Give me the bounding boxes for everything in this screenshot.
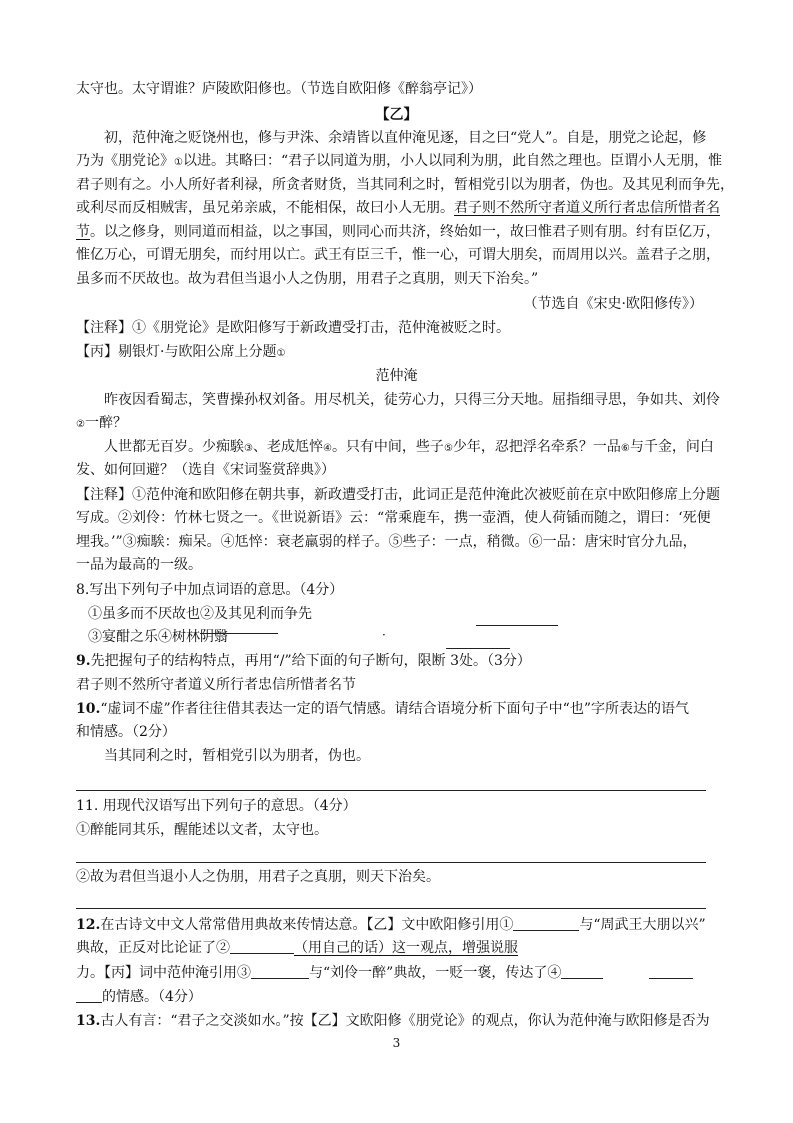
answer-blank[interactable] xyxy=(649,964,693,979)
question-10: 10.“虚词不虚”作者往往借其表达一定的语气情感。请结合语境分析下面句子中“也”字所表达的语气 xyxy=(76,701,689,717)
footnote-marker: ② xyxy=(76,419,85,430)
question-11: 11. 用现代汉语写出下列句子的意思。（4分） xyxy=(76,798,357,814)
underlined-sentence-end: 节 xyxy=(76,224,90,240)
answer-blank[interactable] xyxy=(230,939,294,954)
poem-line: 人世都无百岁。少痴騃③、老成尪悴④。只有中间，些子⑤少年，忍把浮名牵系？一品⑥与千金，问白 xyxy=(104,439,714,455)
text-line: 惟亿万心，可谓无朋矣，而纣用以亡。武王有臣三千，惟一心，可谓大朋矣，而周用以兴。盖君子之朋， xyxy=(76,247,720,263)
question-11-item: ①醉能同其乐，醒能述以文者，太守也。 xyxy=(76,822,328,838)
underlined-sentence: 君子则不然所守者道义所行者忠信所惜者名 xyxy=(454,200,720,216)
text-line: 节。以之修身，则同道而相益，以之事国，则同心而共济，终始如一，故曰惟君子则有朋。纣有臣亿万， xyxy=(76,224,720,240)
question-13: 13.古人有言：“君子之交淡如水。”按【乙】文欧阳修《朋党论》的观点，你认为范仲淹与欧阳修是否为 xyxy=(76,1013,710,1029)
answer-line[interactable] xyxy=(76,790,706,791)
source-citation: （节选自《宋史·欧阳修传》） xyxy=(523,296,703,312)
question-11-item: ②故为君但当退小人之伪朋，用君子之真朋，则天下治矣。 xyxy=(76,869,440,885)
annotation: 【注释】①《朋党论》是欧阳修写于新政遭受打击，范仲淹被贬之时。 xyxy=(76,320,510,336)
answer-blank[interactable] xyxy=(76,988,102,1003)
annotation: 埋我。’”③痴騃：痴呆。④尪悴：衰老羸弱的样子。⑤些子：一点，稍微。⑥一品：唐宋时官分九品， xyxy=(76,534,697,550)
emphasis-dot: · xyxy=(382,628,386,642)
footnote-marker: ① xyxy=(276,348,286,359)
text-line: 乃为《朋党论》①以进。其略曰：“君子以同道为朋，小人以同利为朋，此自然之理也。臣谓小人无朋，惟 xyxy=(76,153,723,169)
question-10-cont: 和情感。（2分） xyxy=(76,724,176,740)
text-line: 虽多而不厌故也。故为君但当退小人之伪朋，用君子之真朋，则天下治矣。” xyxy=(76,271,539,287)
answer-blank[interactable] xyxy=(476,625,558,626)
answer-blank[interactable] xyxy=(251,964,309,979)
question-8-items: ①虽多而不厌故也②及其见利而争先 xyxy=(88,606,312,622)
text-line: 太守也。太守谓谁？庐陵欧阳修也。（节选自欧阳修《醉翁亭记》） xyxy=(76,81,482,97)
answer-line[interactable] xyxy=(76,908,706,909)
answer-blank[interactable] xyxy=(200,633,278,634)
footnote-marker: ① xyxy=(174,157,183,168)
poem-line: ②一醉？ xyxy=(76,415,127,431)
poem-line: 发、如何回避？（选自《宋词鉴赏辞典》） xyxy=(76,462,335,478)
question-10-sentence: 当其同利之时，暂相党引以为朋者，伪也。 xyxy=(104,748,370,764)
poem-author: 范仲淹 xyxy=(375,368,418,384)
question-8-items: ③宴酣之乐④树林阴翳 xyxy=(88,629,228,645)
question-12-cont: 的情感。（4分） xyxy=(76,986,202,1008)
answer-blank[interactable] xyxy=(446,648,510,649)
question-12: 12.在古诗文中文人常常借用典故来传情达意。【乙】文中欧阳修引用① 与“周武王大朋以兴” xyxy=(76,917,706,933)
question-8: 8.写出下列句子中加点词语的意思。（4分） xyxy=(76,582,344,598)
question-12-cont: 力。【丙】词中范仲淹引用③ 与“刘伶一醉”典故，一贬一褒，传达了④ xyxy=(76,962,693,984)
section-heading-bing: 【丙】剔银灯·与欧阳公席上分题① xyxy=(76,344,286,360)
annotation: 【注释】①范仲淹和欧阳修在朝共事，新政遭受打击，此词正是范仲淹此次被贬前在京中欧阳修席上分题 xyxy=(76,487,720,503)
text-line: 初，范仲淹之贬饶州也，修与尹洙、余靖皆以直仲淹见逐，目之曰“党人”。自是，朋党之论起，修 xyxy=(104,130,707,146)
page-number: 3 xyxy=(392,1036,401,1050)
text-line: 君子则有之。小人所好者利禄，所贪者财货，当其同利之时，暂相党引以为朋者，伪也。及其见利而争先， xyxy=(76,177,734,193)
question-12-cont: 典故，正反对比论证了② （用自己的话）这一观点，增强说服 xyxy=(76,940,518,956)
poem-line: 昨夜因看蜀志，笑曹操孙权刘备。用尽机关，徒劳心力，只得三分天地。屈指细寻思，争如共、刘伶 xyxy=(104,392,720,408)
answer-blank[interactable] xyxy=(561,964,603,979)
answer-line[interactable] xyxy=(76,862,706,863)
question-9-sentence: 君子则不然所守者道义所行者忠信所惜者名节 xyxy=(76,677,356,693)
question-9: 9.先把握句子的结构特点，再用“/”给下面的句子断句，限断 3处。（3分） xyxy=(76,653,531,669)
answer-blank[interactable] xyxy=(513,916,579,931)
text-line: 或利尽而反相贼害，虽兄弟亲戚，不能相保，故曰小人无朋。君子则不然所守者道义所行者忠信所惜者名 xyxy=(76,200,720,216)
section-heading-yi: 【乙】 xyxy=(375,107,418,123)
annotation: 一品为最高的一级。 xyxy=(76,557,202,573)
annotation: 写成。②刘伶：竹林七贤之一。《世说新语》云：“常乘鹿车，携一壶酒，使人荷锸而随之，谓曰：‘死便 xyxy=(76,510,711,526)
